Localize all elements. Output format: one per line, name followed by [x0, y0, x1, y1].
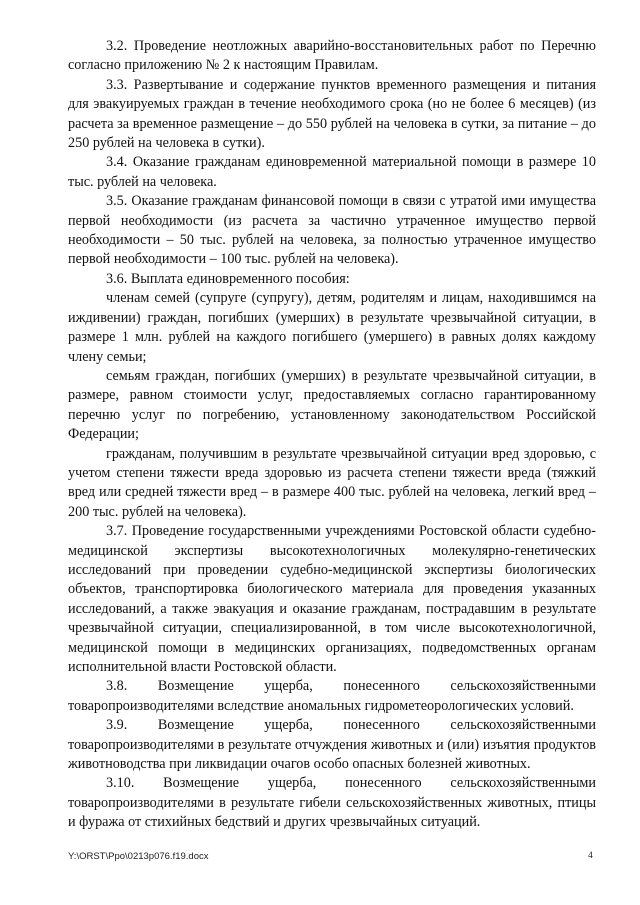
paragraph-3-8: 3.8. Возмещение ущерба, понесенного сельскохозяйственными товаропроизводителями вследствие аномальных гидрометеорологических условий. [68, 678, 596, 714]
paragraph-3-2: 3.2. Проведение неотложных аварийно-восстановительных работ по Перечню согласно приложению № 2 к настоящим Правилам. [68, 38, 596, 74]
paragraph-3-5: 3.5. Оказание гражданам финансовой помощи в связи с утратой ими имущества первой необходимости (из расчета за частично утраченное имущество первой необходимости – 50 тыс. рублей на человека, за полностью утраченное имущество первой необходимости – 100 тыс. рублей на человека). [68, 193, 596, 268]
page-number: 4 [588, 851, 593, 861]
paragraph-3-10: 3.10. Возмещение ущерба, понесенного сельскохозяйственными товаропроизводителями в результате гибели сельскохозяйственных животных, птицы и фуража от стихийных бедствий и других чрезвычайных ситуаций. [68, 775, 596, 831]
paragraph-3-6-funeral: семьям граждан, погибших (умерших) в результате чрезвычайной ситуации, в размере, равном стоимости услуг, предоставляемых согласно гарантированному перечню услуг по погребению, установленному законодательством Российской Федерации; [68, 367, 596, 443]
footer-file-path: Y:\ORST\Ppo\0213p076.f19.docx [68, 851, 209, 862]
paragraph-3-4: 3.4. Оказание гражданам единовременной материальной помощи в размере 10 тыс. рублей на человека. [68, 154, 596, 190]
paragraph-3-3: 3.3. Развертывание и содержание пунктов временного размещения и питания для эвакуируемых граждан в течение необходимого срока (но не более 6 месяцев) (из расчета за временное размещение – до 550 рублей на человека в сутки, за питание – до 250 рублей на человека в сутки). [68, 76, 596, 152]
paragraph-3-9: 3.9. Возмещение ущерба, понесенного сельскохозяйственными товаропроизводителями в результате отчуждения животных и (или) изъятия продуктов животноводства при ликвидации очагов особо опасных болезней животных. [68, 717, 596, 773]
document-body [68, 37, 596, 833]
paragraph-3-6-family-members: членам семей (супруге (супругу), детям, родителям и лицам, находившимся на иждивении) граждан, погибших (умерших) в результате чрезвычайной ситуации, в размере 1 млн. рублей на каждого погибшего (умершего) в равных долях каждому члену семьи; [68, 290, 596, 365]
paragraph-3-6: 3.6. Выплата единовременного пособия: [106, 270, 350, 287]
paragraph-3-7: 3.7. Проведение государственными учреждениями Ростовской области судебно-медицинской экспертизы высокотехнологичных молекулярно-генетических исследований при проведении судебно-медицинской экспертизы биологических объектов, транспортировка биологического материала для проведения указанных исследований, а также эвакуация и оказание гражданам, пострадавшим в результате чрезвычайной ситуации, специализированной, в том числе высокотехнологичной, медицинской помощи в медицинских организациях, подведомственных органам исполнительной власти Ростовской области. [68, 523, 596, 675]
paragraph-3-6-health-harm: гражданам, получившим в результате чрезвычайной ситуации вред здоровью, с учетом степени тяжести вреда здоровью из расчета степени тяжести вреда (тяжкий вред или средней тяжести вред – в размере 400 тыс. рублей на человека, легкий вред – 200 тыс. рублей на человека). [68, 445, 596, 520]
